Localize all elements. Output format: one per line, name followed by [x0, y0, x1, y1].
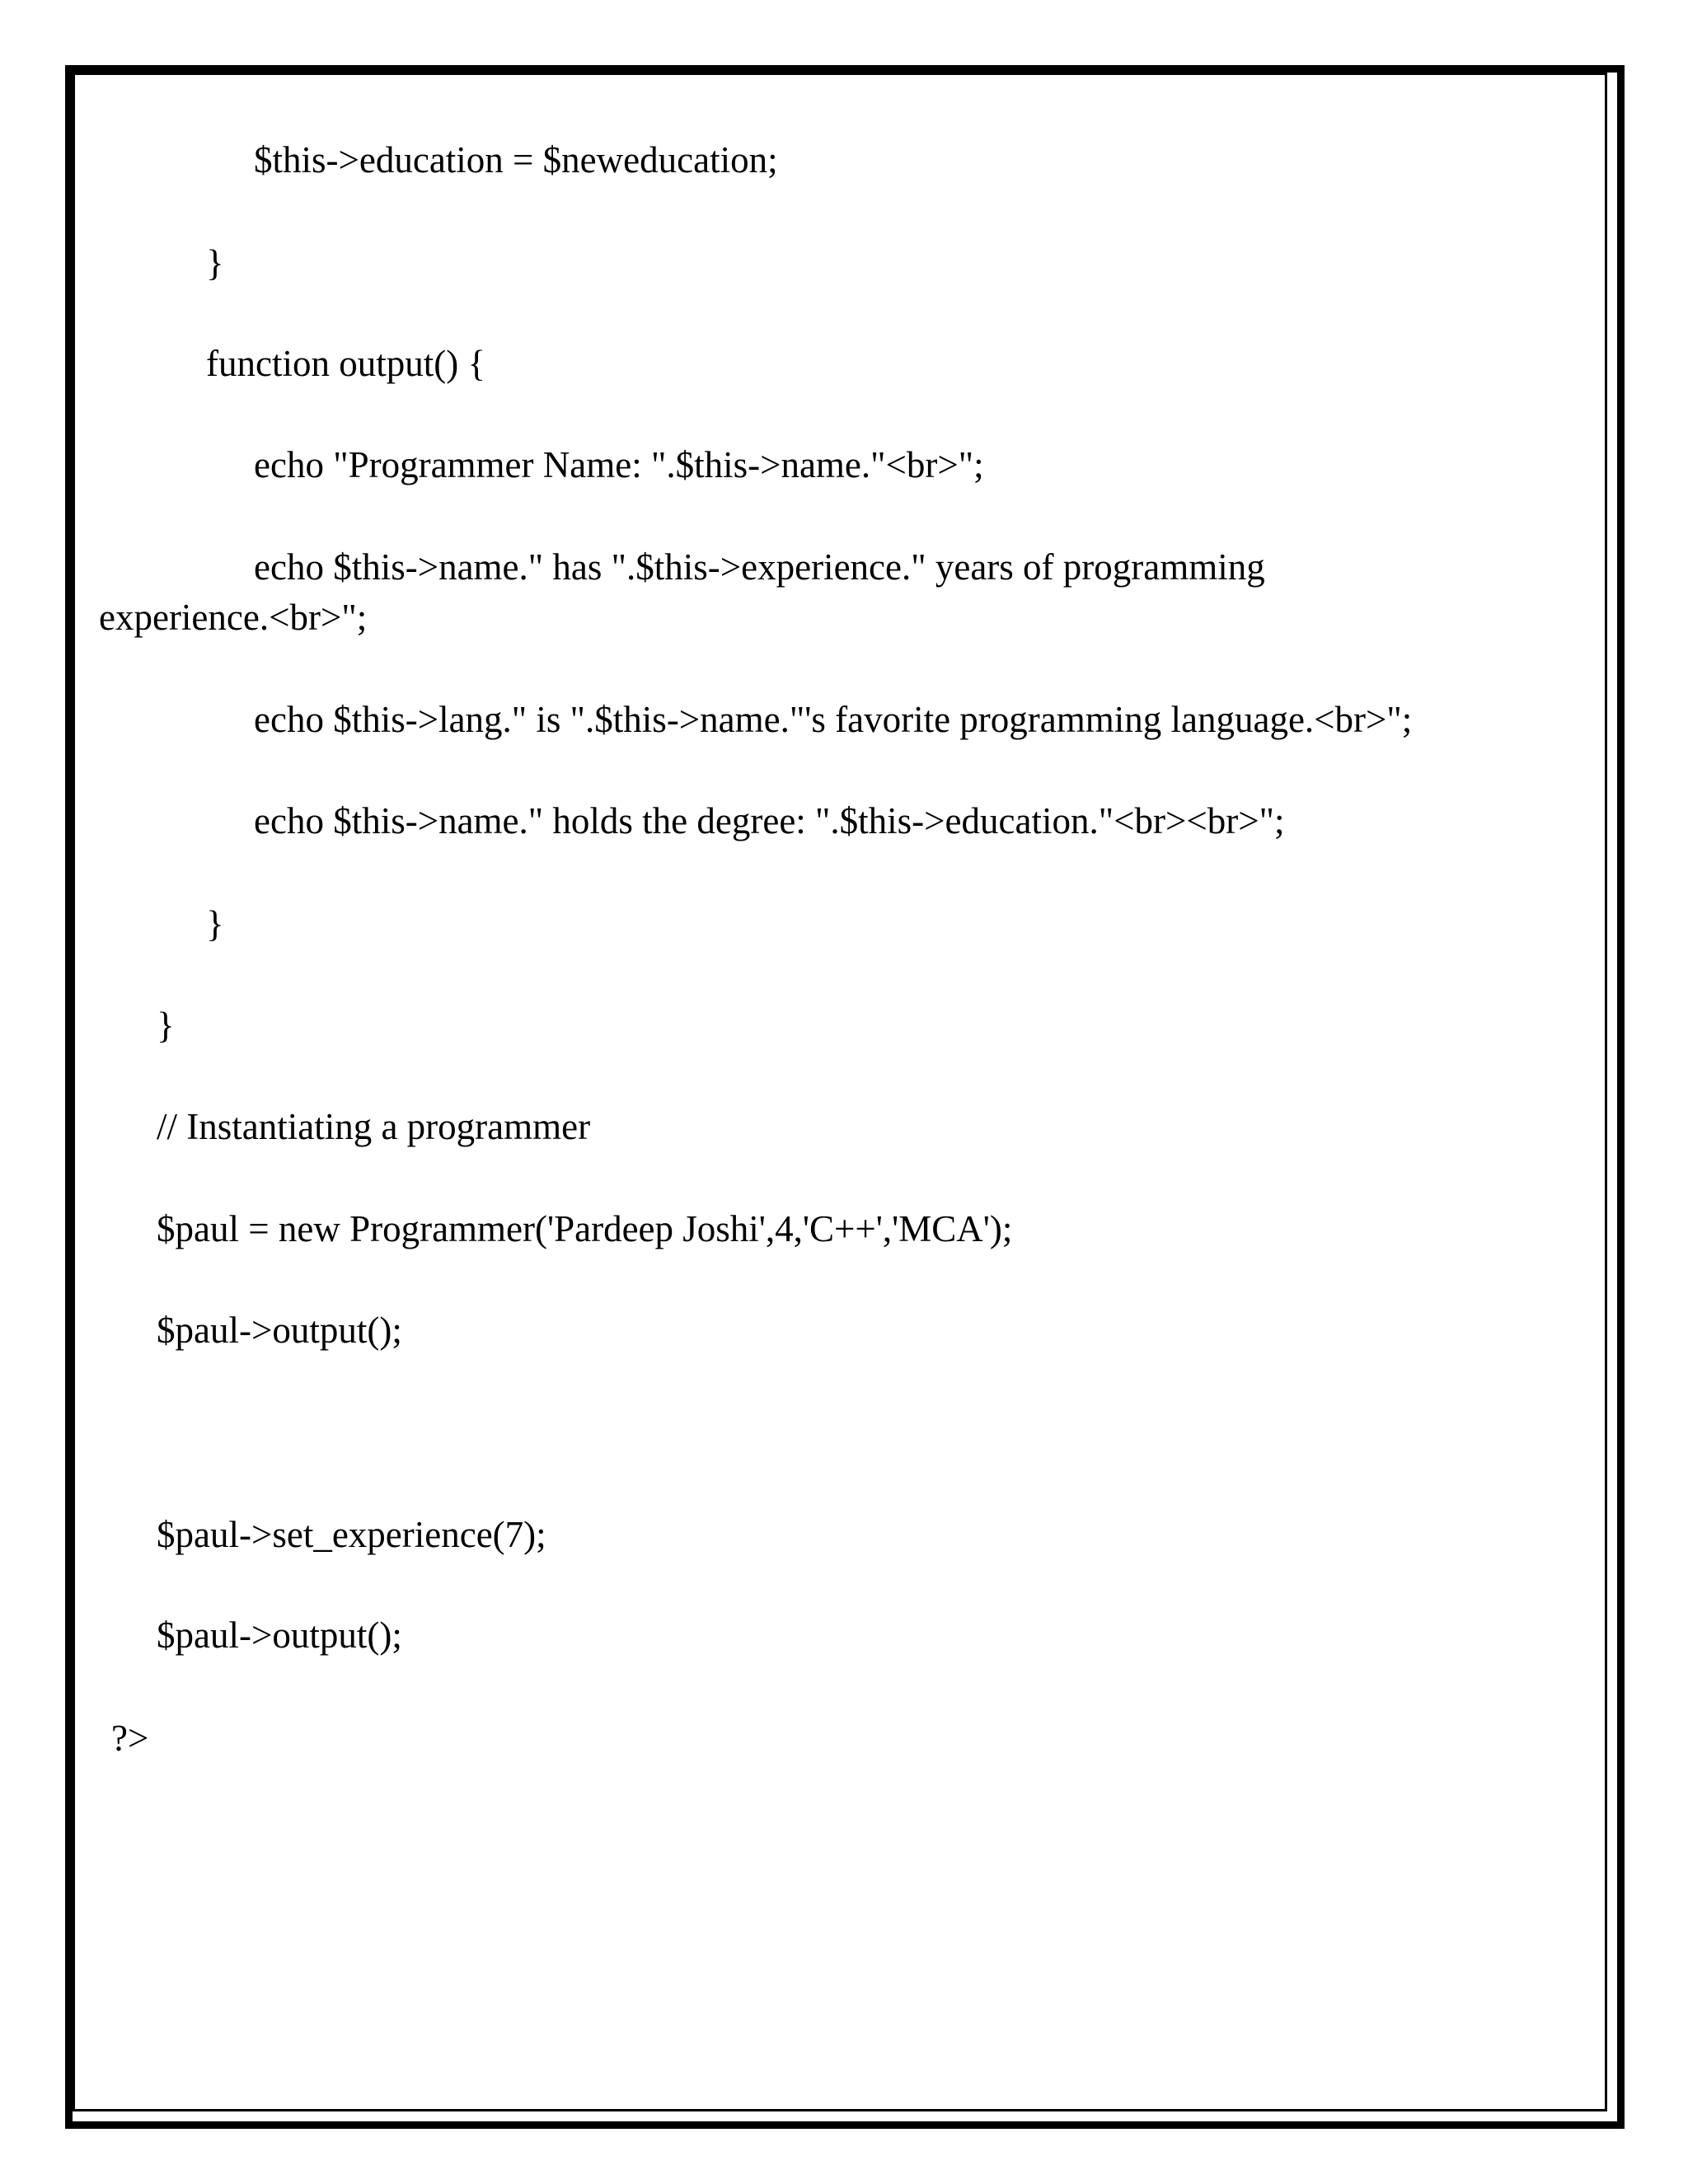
code-line: $paul->set_experience(7);	[157, 1514, 546, 1555]
code-line: echo "Programmer Name: ".$this->name."<br>";	[254, 444, 984, 485]
code-line: echo $this->name." holds the degree: ".$this->education."<br><br>";	[254, 800, 1285, 841]
code-line: $this->education = $neweducation;	[254, 139, 778, 180]
code-line: echo $this->name." has ".$this->experience." years of programming	[254, 546, 1265, 588]
code-line: experience.<br>";	[99, 597, 368, 638]
code-line: ?>	[111, 1718, 149, 1759]
code-line: $paul->output();	[157, 1615, 402, 1656]
code-line: $paul = new Programmer('Pardeep Joshi',4,'C++','MCA');	[157, 1208, 1013, 1249]
code-line: // Instantiating a programmer	[157, 1106, 591, 1147]
code-line: function output() {	[206, 343, 486, 384]
code-line: }	[157, 1005, 175, 1046]
code-line: echo $this->lang." is ".$this->name."'s favorite programming language.<br>";	[254, 699, 1413, 740]
code-line: $paul->output();	[157, 1310, 402, 1351]
code-line: }	[206, 242, 224, 284]
code-line: }	[206, 903, 224, 944]
